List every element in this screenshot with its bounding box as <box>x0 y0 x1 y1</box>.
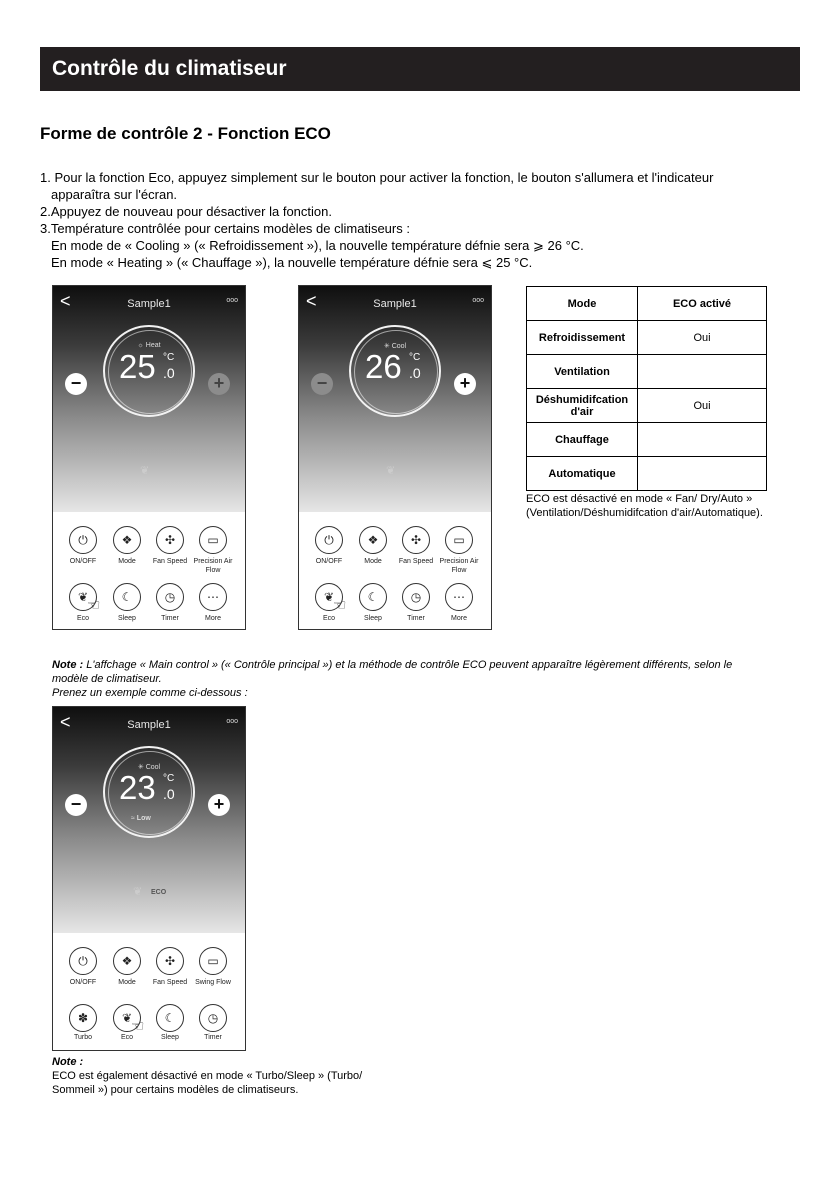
eco-indicator: ECO <box>151 889 167 896</box>
table-cell-eco: Oui <box>638 389 767 423</box>
timer-icon[interactable]: ◷ <box>156 583 184 611</box>
note-label: Note : <box>52 659 84 671</box>
label-eco: Eco <box>76 615 90 622</box>
swing-icon[interactable]: ▭ <box>199 947 227 975</box>
fan-icon[interactable]: ✣ <box>156 947 184 975</box>
more-dots-icon[interactable]: ooo <box>226 718 238 725</box>
eco-mode-table <box>526 286 767 491</box>
label-precision-air-flow: Precision Air Flow <box>193 558 233 574</box>
label-timer: Timer <box>204 1034 222 1041</box>
label-sleep: Sleep <box>364 615 382 622</box>
temperature-decimal: .0 <box>409 365 421 381</box>
table-cell-mode: Automatique <box>527 457 638 491</box>
label-fan-speed: Fan Speed <box>398 558 434 565</box>
airflow-icon[interactable]: ▭ <box>445 526 473 554</box>
phone-mockup-heat <box>52 285 246 630</box>
table-cell-mode: Ventilation <box>527 355 638 389</box>
eco-icon[interactable]: ❦ <box>69 583 97 611</box>
note-turbo-sleep <box>52 1055 362 1097</box>
eco-icon[interactable]: ❦ <box>113 1004 141 1032</box>
label-timer: Timer <box>407 615 425 622</box>
table-row <box>527 423 767 457</box>
table-row <box>527 321 767 355</box>
sleep-icon[interactable]: ☾ <box>156 1004 184 1032</box>
power-icon[interactable]: ⏻ <box>69 947 97 975</box>
temperature-unit: °C <box>409 352 421 363</box>
table-note-line2: (Ventilation/Déshumidifcation d'air/Automatique). <box>526 507 763 519</box>
section-subtitle: Forme de contrôle 2 - Fonction ECO <box>40 124 331 143</box>
instruction-2: 2.Appuyez de nouveau pour désactiver la fonction. <box>40 204 332 219</box>
label-onoff: ON/OFF <box>315 558 343 565</box>
power-icon[interactable]: ⏻ <box>315 526 343 554</box>
temperature-value: 25 <box>119 348 156 385</box>
temperature-value: 23 <box>119 769 156 806</box>
label-sleep: Sleep <box>118 615 136 622</box>
label-turbo: Turbo <box>73 1034 93 1041</box>
table-note <box>526 492 763 520</box>
label-mode: Mode <box>364 558 382 565</box>
instruction-1a: 1. Pour la fonction Eco, appuyez simplement sur le bouton pour activer la fonction, le bouton s'allumera et l'indicateur <box>40 170 714 185</box>
table-cell-eco: Oui <box>638 321 767 355</box>
table-header-eco: ECO activé <box>638 287 767 321</box>
label-fan-speed: Fan Speed <box>152 979 188 986</box>
label-onoff: ON/OFF <box>69 979 97 986</box>
power-icon[interactable]: ⏻ <box>69 526 97 554</box>
increase-temp-button[interactable]: + <box>454 373 476 395</box>
label-sleep: Sleep <box>161 1034 179 1041</box>
fan-icon[interactable]: ✣ <box>402 526 430 554</box>
eco-leaf-icon: ❦ <box>133 886 143 898</box>
eco-leaf-icon: ❦ <box>140 465 150 477</box>
mode-indicator: ✳ Cool <box>383 343 407 350</box>
table-row <box>527 389 767 423</box>
back-icon[interactable]: < <box>60 291 71 311</box>
increase-temp-button[interactable]: + <box>208 373 230 395</box>
table-cell-mode: Déshumidifcation d'air <box>527 389 638 423</box>
label-onoff: ON/OFF <box>69 558 97 565</box>
timer-icon[interactable]: ◷ <box>402 583 430 611</box>
fan-low-icon: ≈ <box>131 815 137 822</box>
pointing-hand-icon: ☜ <box>333 597 347 614</box>
note-line2: Sommeil ») pour certains modèles de climatiseurs. <box>52 1084 299 1096</box>
more-dots-icon[interactable]: ooo <box>226 297 238 304</box>
label-timer: Timer <box>161 615 179 622</box>
instruction-cooling: En mode de « Cooling » (« Refroidissement »), la nouvelle température défnie sera ⩾ 26 °C. <box>51 238 584 253</box>
table-row <box>527 355 767 389</box>
label-mode: Mode <box>118 979 136 986</box>
table-cell-mode: Refroidissement <box>527 321 638 355</box>
table-row <box>527 457 767 491</box>
turbo-icon[interactable]: ✽ <box>69 1004 97 1032</box>
label-precision-air-flow: Precision Air Flow <box>439 558 479 574</box>
section-header: Contrôle du climatiseur <box>40 47 800 91</box>
note-line1: ECO est également désactivé en mode « Turbo/Sleep » (Turbo/ <box>52 1070 363 1082</box>
eco-leaf-icon: ❦ <box>386 465 396 477</box>
mode-indicator: ☼ Heat <box>137 342 161 349</box>
sleep-icon[interactable]: ☾ <box>113 583 141 611</box>
table-note-line1: ECO est désactivé en mode « Fan/ Dry/Auto » <box>526 493 753 505</box>
eco-icon[interactable]: ❦ <box>315 583 343 611</box>
fan-speed-indicator <box>131 815 151 822</box>
instruction-3: 3.Température contrôlée pour certains modèles de climatiseurs : <box>40 221 410 236</box>
label-eco: Eco <box>322 615 336 622</box>
temperature-unit: °C <box>163 773 175 784</box>
temperature-decimal: .0 <box>163 786 175 802</box>
label-mode: Mode <box>118 558 136 565</box>
note-text-line2: modèle de climatiseur. <box>52 673 162 685</box>
airflow-icon[interactable]: ▭ <box>199 526 227 554</box>
table-cell-eco <box>638 355 767 389</box>
pointing-hand-icon: ☜ <box>131 1018 145 1035</box>
table-cell-eco <box>638 457 767 491</box>
increase-temp-button[interactable]: + <box>208 794 230 816</box>
device-title: Sample1 <box>127 719 171 731</box>
instruction-heating: En mode « Heating » (« Chauffage »), la nouvelle température défnie sera ⩽ 25 °C. <box>51 255 533 270</box>
temperature-decimal: .0 <box>163 365 175 381</box>
table-cell-eco <box>638 423 767 457</box>
decrease-temp-button[interactable]: − <box>65 373 87 395</box>
mode-indicator: ✳ Cool <box>137 764 161 771</box>
note-label: Note : <box>52 1056 84 1068</box>
mode-icon[interactable]: ❖ <box>113 526 141 554</box>
more-icon[interactable]: ⋯ <box>445 583 473 611</box>
note-display <box>52 658 802 700</box>
app-screen <box>53 286 245 512</box>
device-title: Sample1 <box>373 298 417 310</box>
table-cell-mode: Chauffage <box>527 423 638 457</box>
temperature-value: 26 <box>365 348 402 385</box>
label-eco: Eco <box>120 1034 134 1041</box>
mode-icon[interactable]: ❖ <box>359 526 387 554</box>
label-more: More <box>451 615 467 622</box>
mode-icon[interactable]: ❖ <box>113 947 141 975</box>
phone-mockup-cool <box>298 285 492 630</box>
timer-icon[interactable]: ◷ <box>199 1004 227 1032</box>
table-header-mode: Mode <box>527 287 638 321</box>
note-text-line3: Prenez un exemple comme ci-dessous : <box>52 687 248 699</box>
sleep-icon[interactable]: ☾ <box>359 583 387 611</box>
more-icon[interactable]: ⋯ <box>199 583 227 611</box>
back-icon[interactable]: < <box>306 291 317 311</box>
phone-mockup-example <box>52 706 246 1051</box>
temperature-unit: °C <box>163 352 175 363</box>
device-title: Sample1 <box>127 298 171 310</box>
instruction-1b: apparaîtra sur l'écran. <box>51 187 178 202</box>
label-swing-flow: Swing Flow <box>195 979 231 986</box>
instructions <box>40 169 800 271</box>
decrease-temp-button[interactable]: − <box>311 373 333 395</box>
decrease-temp-button[interactable]: − <box>65 794 87 816</box>
pointing-hand-icon: ☜ <box>87 597 101 614</box>
app-screen <box>53 707 245 933</box>
fan-icon[interactable]: ✣ <box>156 526 184 554</box>
app-screen <box>299 286 491 512</box>
label-fan-speed: Fan Speed <box>152 558 188 565</box>
fan-speed-value: Low <box>136 815 151 822</box>
label-more: More <box>205 615 221 622</box>
back-icon[interactable]: < <box>60 712 71 732</box>
note-text: L'affchage « Main control » (« Contrôle principal ») et la méthode de contrôle ECO peuvent apparaître légèrement différents, selon le <box>83 659 733 671</box>
more-dots-icon[interactable]: ooo <box>472 297 484 304</box>
